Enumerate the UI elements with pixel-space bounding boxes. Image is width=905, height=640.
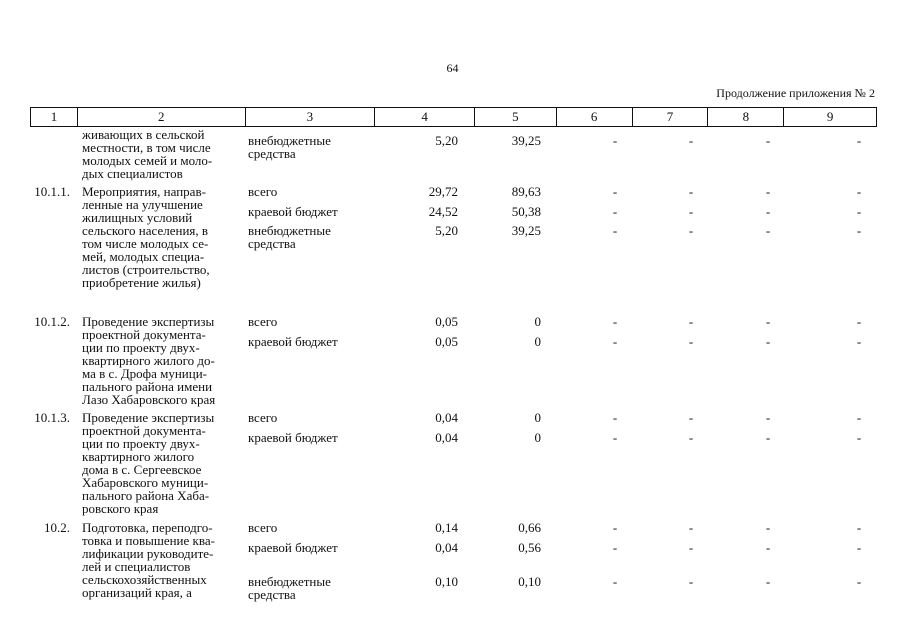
column-header-3: 3 [246,108,376,126]
value-col7: - [688,410,694,425]
value-col5: 0 [534,410,541,425]
value-col7: - [688,204,694,219]
value-col4: 29,72 [428,184,458,199]
value-col6: - [612,574,618,589]
value-col5: 0 [534,430,541,445]
value-col7: - [688,314,694,329]
page-number: 64 [446,61,459,75]
value-col7: - [688,223,694,238]
value-col7: - [688,334,694,349]
value-col8: - [765,540,771,555]
funding-line [30,541,877,567]
value-col8: - [765,133,771,148]
funding-line [30,335,877,361]
value-col5: 0,56 [518,540,541,555]
value-col8: - [765,334,771,349]
value-col8: - [765,184,771,199]
value-col6: - [612,314,618,329]
funding-source: краевой бюджет [248,540,338,555]
table-header [30,107,877,127]
value-col7: - [688,184,694,199]
value-col9: - [856,204,862,219]
value-col4: 24,52 [428,204,458,219]
value-col4: 5,20 [435,223,458,238]
value-col9: - [856,334,862,349]
value-col8: - [765,410,771,425]
value-col5: 0 [534,334,541,349]
row-description: Мероприятия, направ- ленные на улучшение жилищных условий сельского населения, в том числе молодых се- мей, молодых специа- листов (строительство, приобретение жилья) [82,184,210,290]
value-col4: 0,04 [435,540,458,555]
funding-source: всего [248,410,278,425]
value-col6: - [612,204,618,219]
column-header-4: 4 [375,108,475,126]
value-col5: 50,38 [511,204,541,219]
value-col4: 5,20 [435,133,458,148]
value-col6: - [612,540,618,555]
funding-line [30,134,877,160]
value-col9: - [856,314,862,329]
value-col5: 39,25 [511,133,541,148]
funding-line [30,575,877,601]
value-col4: 0,04 [435,430,458,445]
row-number: 10.2. [44,520,70,535]
funding-line [30,224,877,250]
value-col5: 0,66 [518,520,541,535]
value-col8: - [765,204,771,219]
column-header-1: 1 [31,108,78,126]
value-col4: 0,04 [435,410,458,425]
value-col6: - [612,334,618,349]
value-col6: - [612,223,618,238]
value-col7: - [688,540,694,555]
value-col6: - [612,184,618,199]
value-col6: - [612,520,618,535]
value-col6: - [612,430,618,445]
value-col8: - [765,574,771,589]
funding-line [30,431,877,457]
row-description: Проведение экспертизы проектной документа- ции по проекту двух- квартирного жилого до- ма в с. Дрофа муници- пального района имени Лазо Хабаровского края [82,314,216,407]
value-col5: 0,10 [518,574,541,589]
value-col8: - [765,430,771,445]
value-col7: - [688,520,694,535]
funding-source: всего [248,314,278,329]
funding-source: всего [248,184,278,199]
funding-source: краевой бюджет [248,204,338,219]
value-col4: 0,14 [435,520,458,535]
value-col5: 89,63 [511,184,541,199]
continuation-note: Продолжение приложения № 2 [716,86,875,100]
row-description: Подготовка, переподго- товка и повышение ква- лификации руководите- лей и специалистов сельскохозяйственных организаций края, а [82,520,215,600]
column-header-8: 8 [708,108,784,126]
funding-source: внебюджетные средства [248,133,331,161]
value-col6: - [612,133,618,148]
row-description: Проведение экспертизы проектной документа- ции по проекту двух- квартирного жилого дома в с. Сергеевское Хабаровского муници- пального района Хаба- ровского края [82,410,215,516]
value-col8: - [765,520,771,535]
funding-source: краевой бюджет [248,430,338,445]
row-number: 10.1.1. [34,184,70,199]
column-header-5: 5 [475,108,557,126]
value-col7: - [688,574,694,589]
value-col5: 39,25 [511,223,541,238]
value-col4: 0,05 [435,334,458,349]
funding-source: краевой бюджет [248,334,338,349]
funding-source: внебюджетные средства [248,223,331,251]
column-header-2: 2 [78,108,246,126]
row-description: живающих в сельской местности, в том числе молодых семей и моло- дых специалистов [82,127,213,181]
value-col5: 0 [534,314,541,329]
column-header-9: 9 [826,109,834,124]
funding-source: внебюджетные средства [248,574,331,602]
value-col9: - [856,540,862,555]
value-col9: - [856,410,862,425]
value-col4: 0,10 [435,574,458,589]
value-col7: - [688,430,694,445]
row-number: 10.1.3. [34,410,70,425]
value-col9: - [856,184,862,199]
column-header-6: 6 [557,108,633,126]
value-col8: - [765,223,771,238]
value-col9: - [856,520,862,535]
value-col9: - [856,133,862,148]
funding-source: всего [248,520,278,535]
value-col9: - [856,430,862,445]
value-col6: - [612,410,618,425]
value-col8: - [765,314,771,329]
value-col9: - [856,223,862,238]
column-header-7: 7 [633,108,709,126]
value-col4: 0,05 [435,314,458,329]
row-number: 10.1.2. [34,314,70,329]
value-col7: - [688,133,694,148]
value-col9: - [856,574,862,589]
